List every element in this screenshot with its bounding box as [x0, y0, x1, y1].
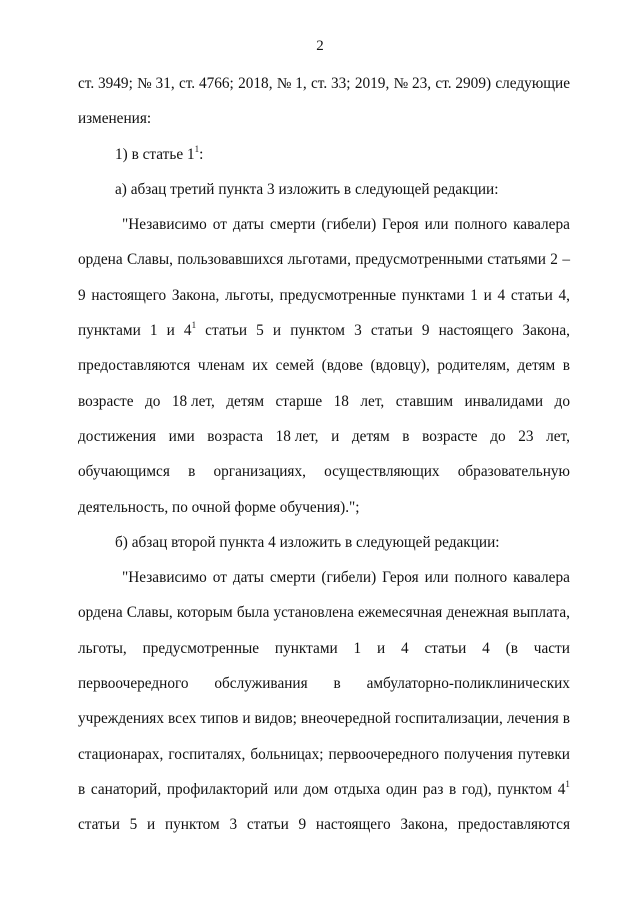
word: и	[147, 816, 156, 834]
word: 4	[482, 639, 490, 657]
text-line: деятельность, по очной форме обучения).";	[78, 498, 360, 516]
word: 18 лет,	[171, 392, 215, 410]
word: 2018,	[238, 75, 273, 92]
word: статьи	[424, 639, 467, 657]
text-line	[78, 807, 570, 842]
word: (вдове	[321, 357, 363, 375]
word: до	[144, 392, 161, 410]
word: (в	[505, 639, 518, 657]
word: 5	[129, 816, 138, 834]
word: старше	[275, 392, 323, 410]
word: кавалера	[513, 216, 570, 234]
word-base: 4	[557, 780, 566, 798]
word: санаторий,	[90, 780, 162, 798]
word: больницах;	[250, 745, 324, 763]
word: всех	[168, 710, 197, 728]
word: ежемесячная	[358, 604, 443, 622]
word: до	[490, 427, 506, 445]
word: 9	[421, 322, 430, 340]
word: части	[533, 639, 570, 657]
word: Славы,	[126, 604, 173, 622]
word: видов;	[254, 710, 297, 728]
word: предусмотренными	[355, 251, 483, 269]
word: ст. 4766;	[178, 75, 234, 92]
word: которым	[176, 604, 233, 622]
text-span: :	[199, 145, 204, 163]
article-heading	[78, 137, 570, 172]
word: ст. 2909)	[435, 75, 492, 92]
document-body	[78, 66, 570, 843]
word: денежная	[446, 604, 509, 622]
word: в	[188, 463, 196, 481]
word: Закона,	[400, 816, 448, 834]
word: детям	[351, 427, 390, 445]
word: № 23,	[393, 75, 432, 92]
word	[558, 772, 570, 807]
word: или	[424, 569, 449, 587]
text-line	[78, 737, 570, 772]
word: от	[212, 569, 227, 587]
word: (гибели)	[321, 569, 377, 587]
word: 2	[550, 251, 558, 269]
word: (вдовцу),	[370, 357, 430, 375]
word: раз	[422, 780, 444, 798]
word: предусмотренные	[279, 286, 397, 304]
word: дом	[303, 780, 329, 798]
word: лет,	[546, 427, 570, 445]
word: и	[376, 639, 386, 657]
word: возраста	[207, 427, 263, 445]
word: достижения	[78, 427, 157, 445]
word: или	[273, 780, 298, 798]
word: 4	[400, 639, 409, 657]
word: пунктами	[78, 322, 141, 340]
text-span: 1) в статье 1	[115, 145, 195, 163]
word: ставшим	[395, 392, 454, 410]
word: пользовавшихся	[177, 251, 284, 269]
word: амбулаторно-поликлинических	[366, 675, 570, 693]
word: 3	[229, 816, 238, 834]
word: статьи	[510, 286, 553, 304]
word: 23	[518, 427, 534, 445]
word: образовательную	[457, 463, 570, 481]
word: льготами,	[287, 251, 351, 269]
word: "Независимо	[122, 216, 207, 234]
word: 18 лет,	[275, 427, 319, 445]
word: 1	[353, 639, 362, 657]
word: семей	[275, 357, 315, 375]
word: 1	[149, 322, 158, 340]
word: смерти	[269, 569, 316, 587]
word: осуществляющих	[324, 463, 440, 481]
word: статьи	[78, 816, 120, 834]
word: ими	[168, 427, 195, 445]
word: в	[562, 357, 570, 375]
word: учреждениях	[78, 710, 164, 728]
word: Славы,	[127, 251, 173, 269]
word: пунктами	[274, 639, 338, 657]
word: первоочередного	[78, 675, 189, 693]
text-line	[78, 419, 570, 454]
superscript: 1	[191, 320, 197, 331]
word: или	[424, 216, 449, 234]
word: пунктами	[401, 286, 465, 304]
text-line	[78, 348, 570, 383]
word: госпитализации,	[394, 710, 503, 728]
word: в	[449, 780, 457, 798]
word: предоставляются	[78, 357, 191, 375]
word: (гибели)	[321, 216, 377, 234]
word: стационарах,	[78, 745, 164, 763]
word: настоящего	[91, 286, 167, 304]
word: госпиталях,	[168, 745, 246, 763]
word: Героя	[382, 216, 419, 234]
text-line	[78, 207, 570, 242]
word: статьями	[487, 251, 546, 269]
word: 5	[256, 322, 264, 340]
word: лечения	[506, 710, 559, 728]
word: Героя	[382, 569, 419, 587]
word: была	[236, 604, 270, 622]
text-line	[78, 560, 570, 595]
word: ст. 33;	[311, 75, 351, 92]
word: внеочередной	[300, 710, 391, 728]
word: в	[562, 710, 570, 728]
superscript: 1	[194, 143, 200, 154]
word: статьи	[246, 816, 289, 834]
word: 3	[354, 322, 362, 340]
word: инвалидами	[464, 392, 544, 410]
word: обслуживания	[214, 675, 308, 693]
superscript: 1	[565, 778, 570, 789]
word: лет,	[360, 392, 385, 410]
word: 9	[78, 286, 86, 304]
text-line	[78, 278, 570, 313]
text-line: изменения:	[78, 110, 152, 128]
word: в	[402, 427, 410, 445]
word: первоочередного	[328, 745, 440, 763]
word: профилакторий	[166, 780, 269, 798]
word: возрасте	[78, 392, 134, 410]
word	[184, 313, 196, 348]
text-line	[78, 313, 570, 348]
word: 4	[497, 286, 506, 304]
word: 9	[298, 816, 307, 834]
word: № 1,	[276, 75, 307, 92]
word: от	[212, 216, 227, 234]
word: даты	[232, 569, 264, 587]
word: и	[331, 427, 340, 445]
text-line	[78, 242, 570, 277]
word: и	[242, 710, 251, 728]
word: и	[166, 322, 175, 340]
text-line	[78, 66, 570, 101]
word: 4,	[558, 286, 570, 304]
word: льготы,	[78, 639, 127, 657]
word: обучающимся	[78, 463, 170, 481]
word: следующие	[495, 75, 570, 92]
word: предусмотренные	[142, 639, 260, 657]
word: 2019,	[354, 75, 390, 92]
word: пунктом	[164, 816, 220, 834]
word: –	[562, 251, 570, 269]
text-line	[78, 384, 570, 419]
word: в	[78, 780, 86, 798]
word: в	[333, 675, 341, 693]
word: ст. 3949;	[78, 75, 133, 92]
word: 1	[470, 286, 478, 304]
word: льготы,	[225, 286, 274, 304]
text-line	[78, 772, 570, 807]
word: пунктом	[497, 780, 553, 798]
word: членам	[197, 357, 245, 375]
word: смерти	[269, 216, 316, 234]
word: организациях,	[213, 463, 306, 481]
word: ордена	[78, 251, 123, 269]
word: настоящего	[315, 816, 391, 834]
word: полного	[454, 216, 508, 234]
subparagraph-heading: б) абзац второй пункта 4 изложить в следующей редакции:	[115, 533, 500, 551]
word: 18	[333, 392, 349, 410]
text-line	[78, 701, 570, 736]
word: детям	[517, 357, 556, 375]
word: выплата,	[512, 604, 570, 622]
text-line	[78, 666, 570, 701]
word: и	[272, 322, 282, 340]
word: до	[554, 392, 570, 410]
word: кавалера	[513, 569, 570, 587]
word: пунктом	[290, 322, 345, 340]
word: Закона,	[522, 322, 570, 340]
word: отдыха	[334, 780, 381, 798]
word: их	[252, 357, 269, 375]
word-base: 4	[183, 322, 192, 340]
word: детям	[226, 392, 265, 410]
word: родителям,	[437, 357, 510, 375]
word: возрасте	[422, 427, 478, 445]
text-line	[78, 631, 570, 666]
text-line	[78, 454, 570, 489]
word: статьи	[205, 322, 248, 340]
page-number: 2	[316, 38, 324, 54]
word: предоставляются	[457, 816, 570, 834]
word: путевки	[517, 745, 570, 763]
word: ордена	[78, 604, 123, 622]
word: и	[483, 286, 492, 304]
word: типов	[200, 710, 239, 728]
text-line	[78, 595, 570, 630]
word: статьи	[370, 322, 413, 340]
word: настоящего	[438, 322, 514, 340]
word: получения	[444, 745, 513, 763]
word: год),	[461, 780, 492, 798]
word: полного	[454, 569, 508, 587]
word: один	[385, 780, 418, 798]
word: установлена	[273, 604, 354, 622]
word: "Независимо	[122, 569, 207, 587]
subparagraph-heading: а) абзац третий пункта 3 изложить в следующей редакции:	[115, 180, 499, 198]
word: даты	[232, 216, 264, 234]
word: № 31,	[137, 75, 175, 92]
word: Закона,	[171, 286, 220, 304]
